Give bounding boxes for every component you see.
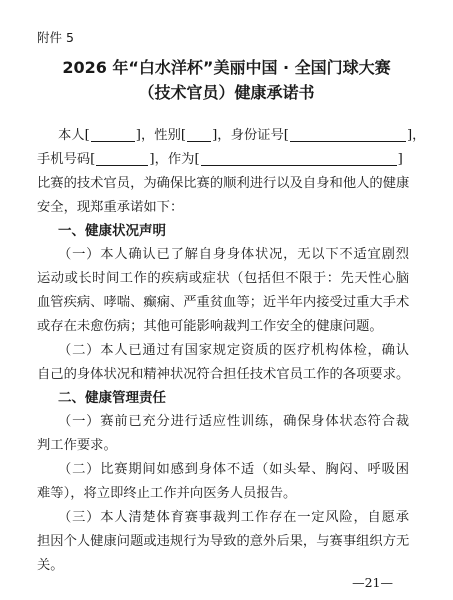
section2-p3-line1: （三）本人清楚体育赛事裁判工作存在一定风险，自愿承: [58, 510, 409, 525]
role-suffix: ]: [397, 152, 403, 167]
section2-p3-line2: 担因个人健康问题或违规行为导致的意外后果，与赛事组织方无: [37, 534, 410, 549]
id-suffix: ]，: [406, 128, 426, 143]
phone-label: 手机号码[: [37, 152, 96, 167]
section2-p1-line2: 判工作要求。: [37, 438, 117, 453]
attachment-label: 附件 5: [37, 30, 74, 45]
intro-line-3: 比赛的技术官员，为确保比赛的顺利进行以及自身和他人的健康: [37, 176, 410, 191]
gender-label: ]，性别[: [135, 128, 187, 143]
phone-field[interactable]: [96, 152, 148, 166]
section1-p1-line2: 运动或长时间工作的疾病或症状（包括但不限于：先天性心脑: [37, 271, 409, 286]
id-label: ]，身份证号[: [212, 128, 289, 143]
intro-line-4: 安全，现郑重承诺如下：: [37, 200, 184, 215]
section1-p2-line2: 自己的身体状况和精神状况符合担任技术官员工作的各项要求。: [37, 367, 410, 382]
section-heading-health-status: 一、健康状况声明: [58, 223, 166, 239]
role-label: ]，作为[: [149, 152, 200, 167]
id-number-field[interactable]: [290, 128, 406, 142]
section-heading-health-management: 二、健康管理责任: [58, 390, 166, 406]
gender-field[interactable]: [187, 128, 211, 142]
section2-p2-line2: 难等），将立即终止工作并向医务人员报告。: [37, 486, 297, 501]
section1-p1-line4: 或存在未愈伤病；其他可能影响裁判工作安全的健康问题。: [37, 319, 383, 334]
section2-p1-line1: （一）赛前已充分进行适应性训练，确保身体状态符合裁: [58, 414, 409, 429]
section1-p2-line1: （二）本人已通过有国家规定资质的医疗机构体检，确认: [58, 343, 409, 358]
name-label: 本人[: [58, 128, 90, 143]
intro-line-1: [58, 124, 426, 143]
section1-p1-line1: （一）本人确认已了解自身身体状况，无以下不适宜剧烈: [58, 247, 409, 262]
section1-p1-line3: 血管疾病、哮喘、癫痫、严重贫血等；近半年内接受过重大手术: [37, 295, 410, 310]
document-title: 2026 年“白水洋杯”美丽中国 · 全国门球大赛: [62, 58, 391, 77]
role-field[interactable]: [201, 152, 397, 166]
page-number: —21—: [352, 575, 393, 590]
document-subtitle: （技术官员）健康承诺书: [138, 83, 315, 102]
section2-p3-line3: 关。: [37, 558, 64, 573]
name-field[interactable]: [91, 128, 135, 142]
intro-line-2: [37, 148, 409, 167]
section2-p2-line1: （二）比赛期间如感到身体不适（如头晕、胸闷、呼吸困: [58, 462, 409, 477]
